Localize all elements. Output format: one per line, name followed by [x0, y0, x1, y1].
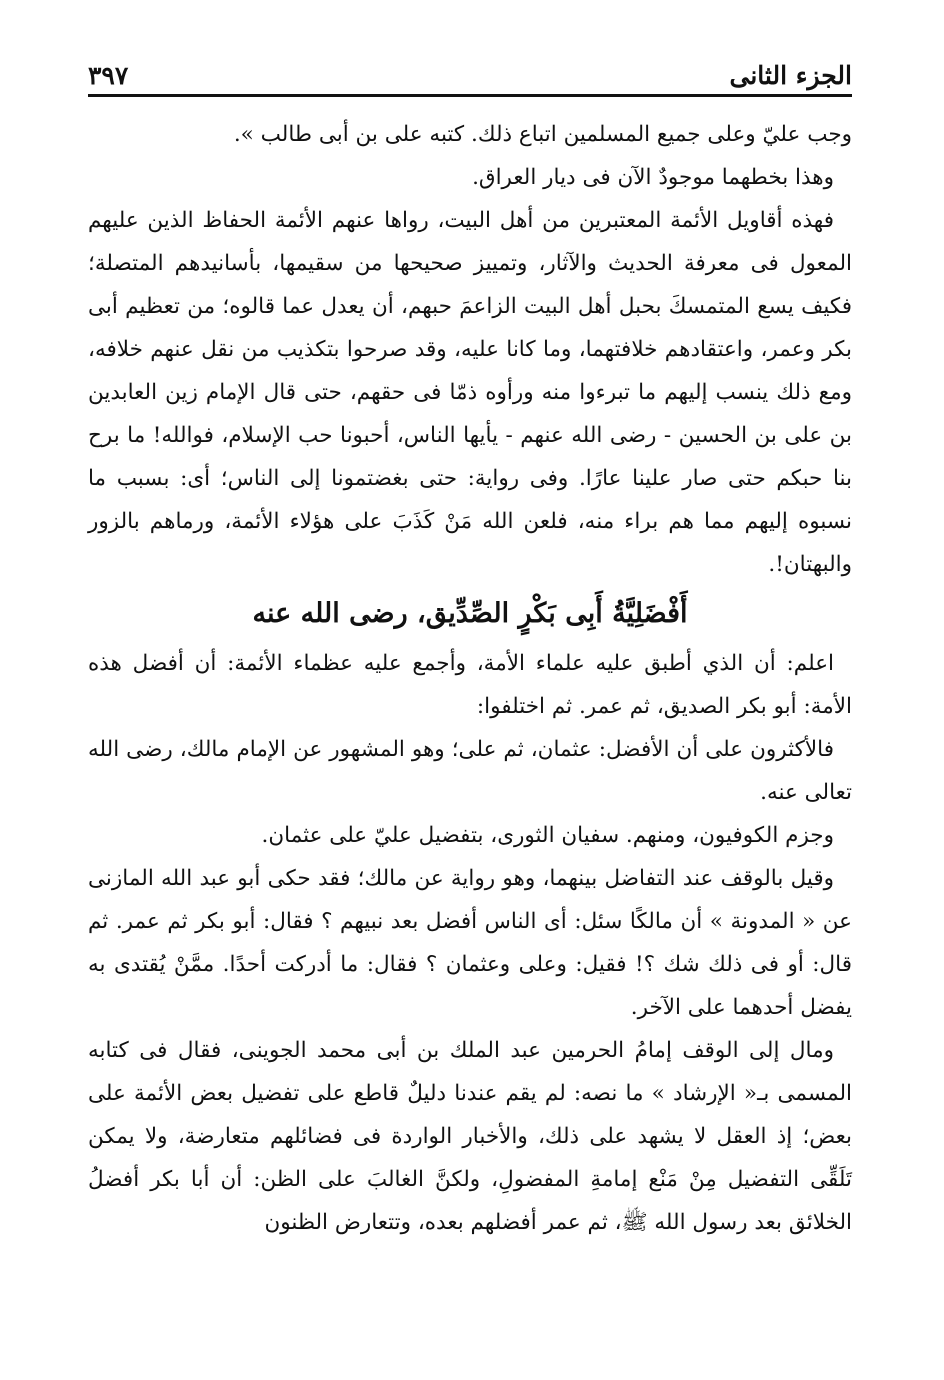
paragraph-imams-sayings: فهذه أقاويل الأئمة المعتبرين من أهل البيت، رواها عنهم الأئمة الحفاظ الذين عليهم المعول فى معرفة الحديث والآثار، وتمييز صحيحها من سقيمها، بأسانيدهم المتصلة؛ فكيف يسع المتمسكَ بحبل أهل البيت الزاعمَ حبهم، أن يعدل عما قالوه؛ من تعظيم أبى بكر وعمر، واعتقادهم خلافتهما، وما كانا عليه، وقد صرحوا بتكذيب من نقل عنهم خلافه، ومع ذلك ينسب إليهم ما تبرءوا منه ورأوه ذمّا فى حقهم، حتى قال الإمام زين العابدين بن على بن الحسين - رضى الله عنهم - يأيها الناس، أحبونا حب الإسلام، فوالله! ما برح بنا حبكم حتى صار علينا عارًا. وفى رواية: حتى بغضتمونا إلى الناس؛ أى: بسبب ما نسبوه إليهم مما هم براء منه، فلعن الله مَنْ كَذَبَ على هؤلاء الأئمة، ورماهم بالزور والبهتان!.: [88, 208, 852, 577]
header-rule: [88, 94, 852, 97]
paragraph-letter-end: وجب عليّ وعلى جميع المسلمين اتباع ذلك. كتبه على بن أبى طالب ».: [233, 122, 852, 147]
paragraph-handwriting-note: وهذا بخطهما موجودٌ الآن فى ديار العراق.: [472, 165, 834, 190]
paragraph-juwayni-view: ومال إلى الوقف إمامُ الحرمين عبد الملك بن أبى محمد الجوينى، فقال فى كتابه المسمى بـ« الإرشاد » ما نصه: لم يقم عندنا دليلٌ قاطع على تفضيل بعض الأئمة على بعض؛ إذ العقل لا يشهد على ذلك، والأخبار الواردة فى فضائلهم متعارضة، ولا يمكن تَلَقِّى التفضيل مِنْ مَنْع إمامةِ المفضولِ، ولكنَّ الغالبَ على الظن: أن أبا بكر أفضلُ الخلائق بعد رسول الله ﷺ، ثم عمر أفضلهم بعده، وتتعارض الظنون: [88, 1038, 852, 1235]
section-heading: أَفْضَلِيَّةُ أَبِى بَكْرٍ الصِّدِّيق، رضى الله عنه: [252, 598, 688, 629]
paragraph-consensus: اعلم: أن الذي أطبق عليه علماء الأمة، وأجمع عليه عظماء الأئمة: أن أفضل هذه الأمة: أبو بكر الصديق، ثم عمر. ثم اختلفوا:: [88, 651, 852, 719]
chapter-title: الجزء الثانى: [729, 61, 852, 90]
running-header: [88, 52, 852, 90]
main-text: [88, 113, 852, 1244]
page-number: ٣٩٧: [88, 61, 129, 90]
paragraph-suspension-view: وقيل بالوقف عند التفاضل بينهما، وهو رواية عن مالك؛ فقد حكى أبو عبد الله المازنى عن « المدونة » أن مالكًا سئل: أى الناس أفضل بعد نبيهم ؟ فقال: أبو بكر ثم عمر. ثم قال: أو فى ذلك شك ؟! فقيل: وعلى وعثمان ؟ فقال: ما أدركت أحدًا. ممَّنْ يُقتدى به يفضل أحدهما على الآخر.: [88, 866, 852, 1020]
book-page: [88, 52, 852, 1244]
paragraph-majority-view: فالأكثرون على أن الأفضل: عثمان، ثم على؛ وهو المشهور عن الإمام مالك، رضى الله تعالى عنه.: [88, 737, 852, 805]
paragraph-kufans-view: وجزم الكوفيون، ومنهم. سفيان الثورى، بتفضيل عليّ على عثمان.: [261, 823, 834, 848]
